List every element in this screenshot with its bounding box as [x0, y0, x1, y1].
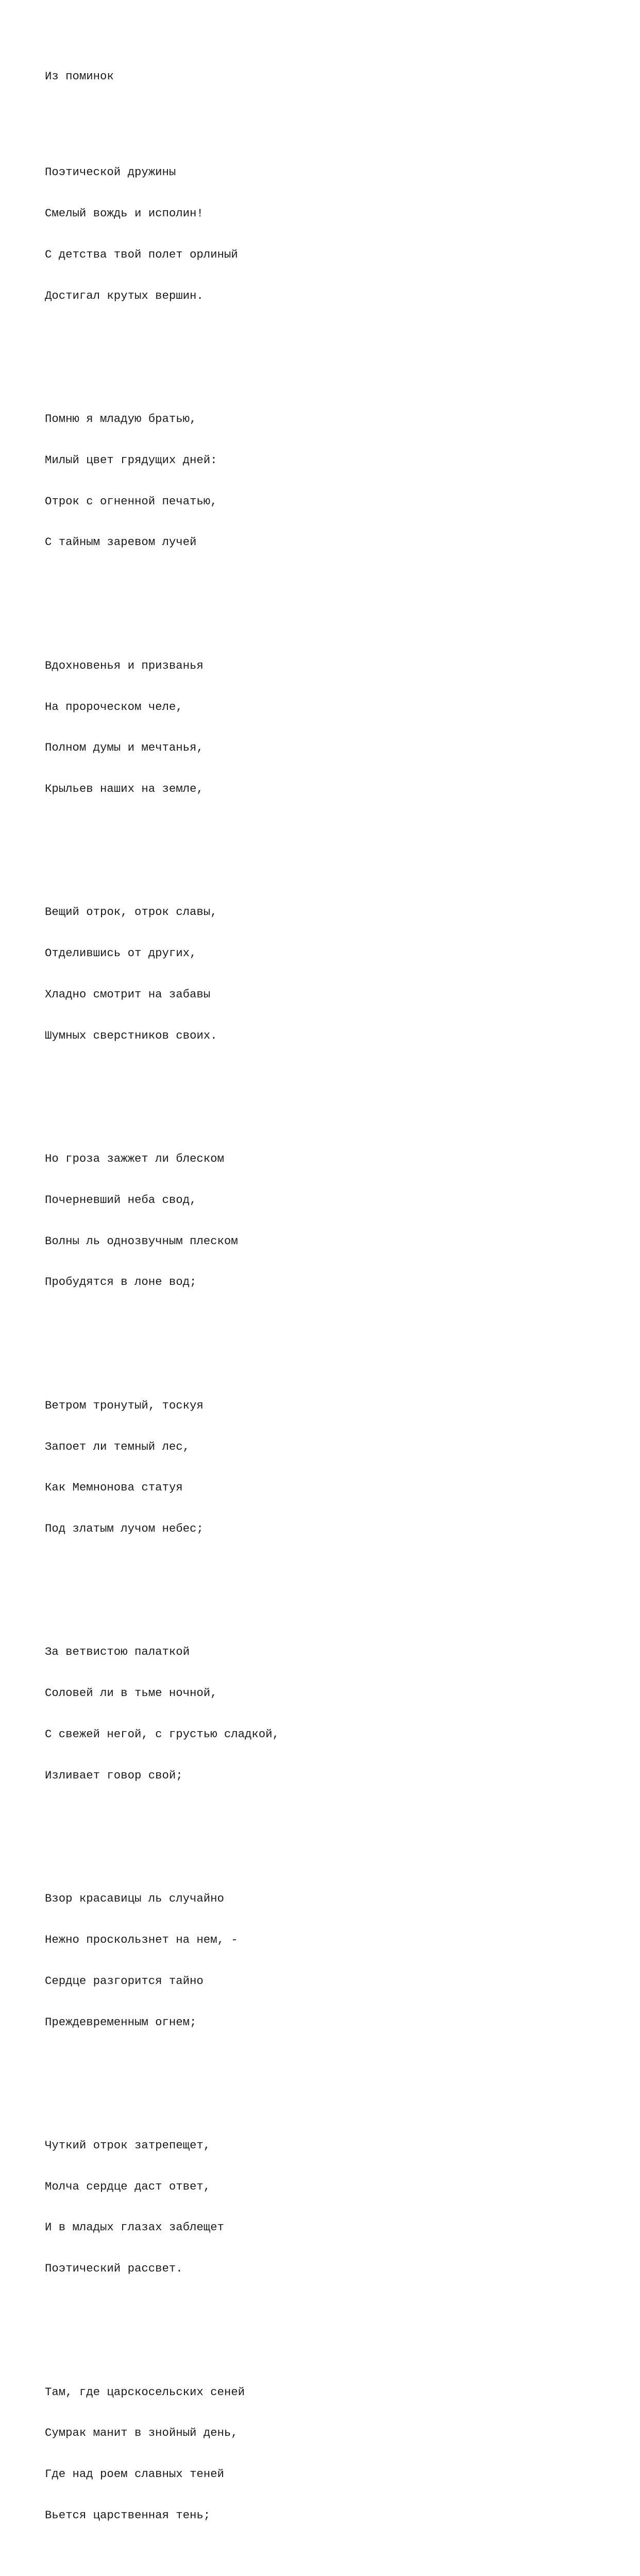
- poem-line: Сердце разгорится тайно: [45, 1974, 204, 1988]
- stanza-7: [45, 1618, 279, 1809]
- poem-line: Шумных сверстников своих.: [45, 1028, 217, 1042]
- stanza-8: [45, 1865, 279, 2056]
- poem-line: Ветром тронутый, тоскуя: [45, 1398, 204, 1412]
- stanza-5: [45, 1125, 279, 1316]
- poem-line: Сумрак манит в знойный день,: [45, 2426, 238, 2440]
- poem-line: Волны ль однозвучным плеском: [45, 1234, 238, 1248]
- poem-line: Вдохновенья и призванья: [45, 658, 204, 672]
- poem-line: Вещий отрок, отрок славы,: [45, 905, 217, 919]
- poem-line: С детства твой полет орлиный: [45, 247, 238, 261]
- poem-line: Чуткий отрок затрепещет,: [45, 2138, 211, 2152]
- poem-line: С свежей негой, с грустью сладкой,: [45, 1727, 279, 1741]
- stanza-2: [45, 385, 279, 577]
- poem-line: За ветвистою палаткой: [45, 1645, 190, 1659]
- stanza-9: [45, 2111, 279, 2303]
- poem-line: Соловей ли в тьме ночной,: [45, 1686, 217, 1700]
- poem-line: Взор красавицы ль случайно: [45, 1892, 224, 1906]
- poem-line: Вьется царственная тень;: [45, 2508, 211, 2522]
- poem-line: Нежно проскользнет на нем, -: [45, 1933, 238, 1946]
- poem-line: Отрок с огненной печатью,: [45, 494, 217, 508]
- poem-line: Но гроза зажжет ли блеском: [45, 1152, 224, 1166]
- poem-line: Хладно смотрит на забавы: [45, 987, 211, 1001]
- document-page: [45, 42, 279, 2576]
- stanza-4: [45, 878, 279, 1070]
- poem-line: Почерневший неба свод,: [45, 1193, 197, 1207]
- poem-line: Изливает говор свой;: [45, 1768, 183, 1782]
- poem-title: Из поминок: [45, 70, 114, 83]
- stanza-6: [45, 1371, 279, 1563]
- stanza-10: [45, 2358, 279, 2549]
- stanza-3: [45, 632, 279, 823]
- poem-line: Полном думы и мечтанья,: [45, 741, 204, 755]
- poem-line: Смелый вождь и исполин!: [45, 207, 204, 221]
- poem-line: Поэтической дружины: [45, 165, 176, 179]
- poem-line: Запоет ли темный лес,: [45, 1439, 190, 1453]
- poem-line: Помню я младую братью,: [45, 412, 197, 426]
- poem-line: С тайным заревом лучей: [45, 535, 197, 549]
- poem-line: Пробудятся в лоне вод;: [45, 1275, 197, 1289]
- stanza-1: [45, 138, 279, 330]
- poem-line: И в младых глазах заблещет: [45, 2221, 224, 2234]
- poem-line: На пророческом челе,: [45, 700, 183, 714]
- poem-line: Отделившись от других,: [45, 946, 197, 960]
- poem-line: Достигал крутых вершин.: [45, 289, 204, 302]
- poem-line: Крыльев наших на земле,: [45, 782, 204, 796]
- poem-line: Как Мемнонова статуя: [45, 1481, 183, 1495]
- poem-line: Молча сердце даст ответ,: [45, 2179, 211, 2193]
- poem-line: Милый цвет грядущих дней:: [45, 453, 217, 467]
- poem-line: Где над роем славных теней: [45, 2467, 224, 2481]
- poem-line: Поэтический рассвет.: [45, 2262, 183, 2276]
- poem-line: Преждевременным огнем;: [45, 2015, 197, 2029]
- poem-line: Там, где царскосельских сеней: [45, 2385, 245, 2399]
- poem-line: Под златым лучом небес;: [45, 1522, 204, 1536]
